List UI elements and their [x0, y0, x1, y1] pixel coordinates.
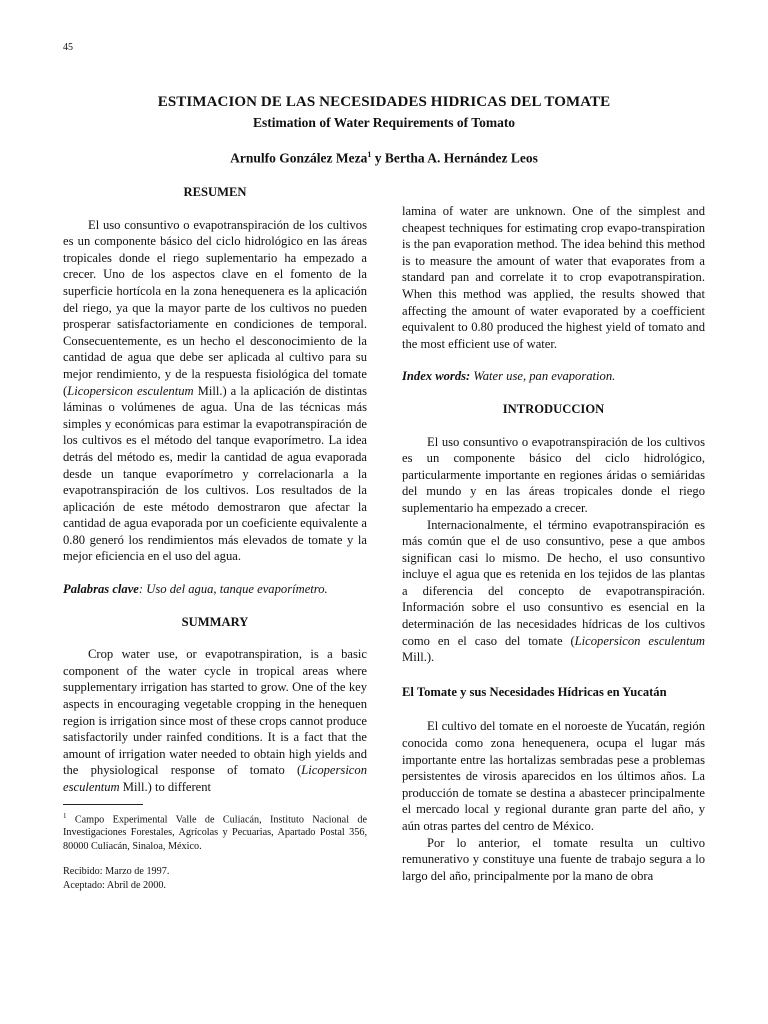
footnote: $^1$ Campo Experimental Valle de Culiacán, Instituto Nacional de Investigaciones Forestales, Agrícolas y Pecuarias, Apartado Postal 356, 80000 Culiacán, Sinaloa, México. — [63, 811, 367, 852]
palabras-clave — [63, 581, 367, 598]
tomate-paragraph-1: El cultivo del tomate en el noroeste de Yucatán, región conocida como zona henequenera, ocupa el lugar más importante entre las hortalizas sembradas pese a problemas persistentes de virosis aparecidos en los últimos años. La producción de tomate se destina a abastecer principalmente el mercado local y regional durante gran parte del año, y aún otras partes del centro de México. — [402, 719, 705, 833]
introduccion-paragraph-1: El uso consuntivo o evapotranspiración de los cultivos es un componente básico del ciclo hidrológico, particularmente importante en regiones áridas o semiáridas del mundo y en las áreas tropicales donde el riego suplementario ha empezado a crecer. — [402, 434, 705, 515]
palabras-clave-label: Palabras clave — [63, 582, 139, 597]
index-words-label: Index words: — [402, 369, 471, 384]
resumen-paragraph: El uso consuntivo o evapotranspiración de los cultivos es un componente básico del ciclo hidrológico en las áreas tropicales donde el riego suplementario ha empezado a crecer. Uno de los aspectos clave en el fomento de la superficie hortícola en la zona henequenera es la aplicación del riego, ya que la mayor parte de los cultivos no pueden prosperar satisfactoriamente en condiciones de temporal. Consecuentemente, es un hecho el desconocimiento de la cantidad de agua que debe ser aplicada al cultivo para su mejor rendimiento, y de la respuesta fisiológica del tomate (Licopersicon esculentum Mill.) a la aplicación de distintas láminas o volúmenes de agua. Una de las técnicas más simples y económicas para estimar la evapotranspiración de los cultivos es el método del tanque evaporímetro. La idea detrás del método es, medir la cantidad de agua evaporada desde un tanque evaporímetro y correlacionarla a la evapotranspiración de los cultivos. Los resultados de la aplicación de este método demostraron que afectar la cantidad de agua evaporada por un coeficiente equivalente a 0.80 generó los rendimientos más elevados de tomate y la mejor eficiencia en el uso del agua. — [63, 217, 367, 564]
author-affiliation-mark: 1 — [367, 150, 372, 159]
page-number: 45 — [63, 42, 73, 53]
author-line — [0, 150, 768, 167]
introduccion-paragraph-2: Internacionalmente, el término evapotranspiración es más común que el de uso consuntivo, pese a que ambos significan casi lo mismo. De hecho, el uso consuntivo incluye el agua que es retenida en los tejidos de las plantas a diferencia del concepto de evapotranspiración. Información sobre el uso consuntivo es esencial en la determinación de las necesidades hídricas de los cultivos como en el caso del tomate (Licopersicon esculentum Mill.). — [402, 517, 705, 665]
summary-paragraph: Crop water use, or evapotranspiration, is a basic component of the water cycle in tropical areas where supplementary irrigation has started to grow. One of the key aspects in encouraging vegetable cropping in the henequen region is irrigation since most of these crops cannot produce satisfactorily under rainfed conditions. It is a fact that the amount of irrigation water needed to obtain high yields and the physiological response of tomato (Licopersicon esculentum Mill.) to different — [63, 647, 367, 794]
introduccion-heading: INTRODUCCION — [502, 401, 605, 416]
index-words-text: Water use, pan evaporation. — [470, 369, 616, 384]
resumen-heading: RESUMEN — [183, 185, 247, 199]
paper-title: ESTIMACION DE LAS NECESIDADES HIDRICAS DEL TOMATE — [157, 94, 611, 110]
summary-heading: SUMMARY — [181, 614, 249, 629]
right-column — [402, 203, 705, 884]
species-name: Licopersicon esculentum — [67, 383, 194, 398]
tomate-paragraph-2: Por lo anterior, el tomate resulta un cultivo remunerativo y constituye una fuente de trabajo segura a lo largo del año, principalmente por la mano de obra — [402, 835, 705, 883]
summary-continued: lamina of water are unknown. One of the simplest and cheapest techniques for estimating crop evapo-transpiration is the pan evaporation method. The idea behind this method is to measure the amount of water that evaporates from a standard pan and correlate it to crop evapotranspiration. When this method was applied, the results showed that affecting the amount of water evaporated by a coefficient equivalent to 0.80 produced the highest yield of tomato and the most efficient use of water. — [402, 204, 705, 351]
paper-subtitle: Estimation of Water Requirements of Tomato — [252, 115, 516, 130]
palabras-clave-text: : Uso del agua, tanque evaporímetro. — [138, 582, 328, 597]
author-first: Arnulfo González Meza — [230, 150, 368, 166]
footnote-divider — [63, 804, 143, 805]
species-name: Licopersicon esculentum — [574, 633, 705, 648]
species-name: Licopersicon esculentum — [63, 763, 367, 794]
received-date: Recibido: Marzo de 1997. — [63, 866, 170, 878]
accepted-date: Aceptado: Abril de 2000. — [63, 879, 166, 891]
left-column — [63, 184, 367, 892]
index-words — [402, 368, 705, 385]
tomate-section-heading: El Tomate y sus Necesidades Hídricas en Yucatán — [402, 684, 667, 699]
author-rest: y Bertha A. Hernández Leos — [371, 150, 538, 166]
